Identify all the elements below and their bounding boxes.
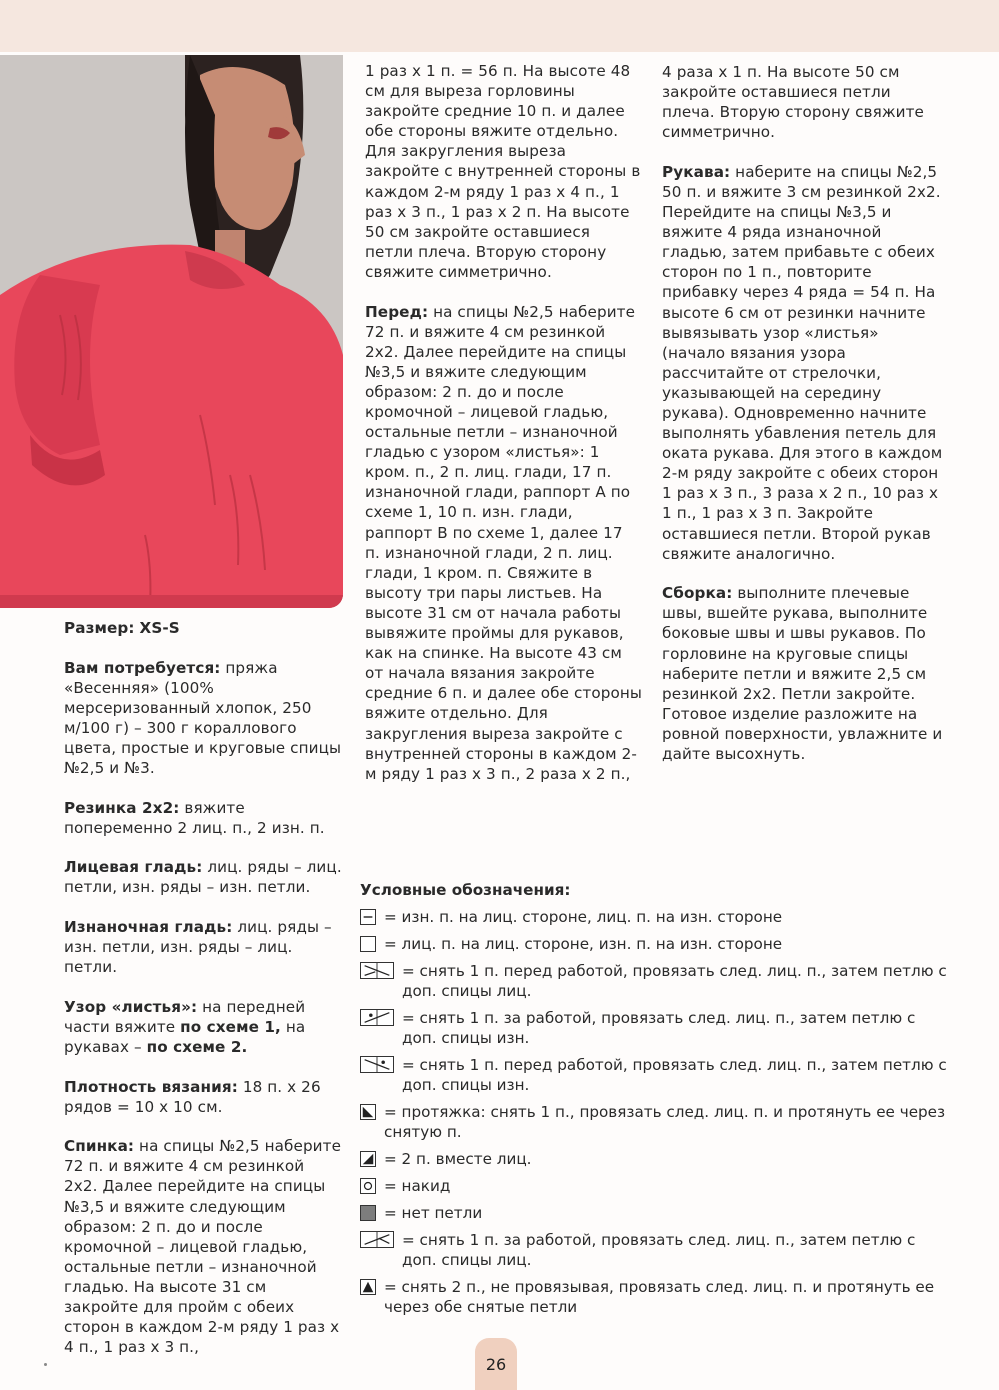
sleeves-label: Рукава: [662, 162, 731, 181]
leaf-pattern-scheme-2: по схеме 2. [146, 1038, 248, 1056]
legend-item [360, 1055, 950, 1095]
back-continued-text: 1 раз х 1 п. = 56 п. На высоте 48 см для выреза горловины закройте средние 10 п. и далее обе стороны вяжите отдельно. Для закругления выреза закройте с внутренней стороны в каждом 2-м ряду 1 раз х 4 п., 1 раз х 3 п., 1 раз х 2 п. На высоте 50 см закройте оставшиеся петли плеча. Вторую сторону свяжите симметрично. [365, 62, 641, 281]
leaf-pattern-label: Узор «листья»: [64, 997, 198, 1016]
stockinette-text: лиц. ряды – лиц. петли, изн. ряды – изн. петли. [64, 858, 342, 897]
legend-item [360, 1176, 950, 1196]
symbol-legend [360, 880, 950, 1324]
corner-dot [44, 1363, 47, 1366]
assembly-text: выполните плечевые швы, вшейте рукава, выполните боковые швы и швы рукавов. По горловине на круговые спицы наберите петли и вяжите 2,5 см резинкой 2х2. Петли закройте. Готовое изделие разложите на ровной поверхности, увлажните и дайте высохнуть. [662, 584, 943, 763]
front-label: Перед: [365, 302, 429, 321]
needs-text: пряжа «Весенняя» (100% мерсеризованный хлопок, 250 м/100 г) – 300 г кораллового цвета, простые и круговые спицы №2,5 и №3. [64, 658, 342, 778]
left-column [64, 618, 342, 1377]
yarn-over-symbol-icon [360, 1178, 376, 1194]
cross-back-knit-symbol-icon [360, 1231, 394, 1248]
front-text: на спицы №2,5 наберите 72 п. и вяжите 4 см резинкой 2х2. Далее перейдите на спицы №3,5 и вяжите следующим образом: 2 п. до и после кромочной – лицевой гладью, остальные петли – изнаночной гладью с узором «листья»: 1 кром. п., 2 п. лиц. глади, 17 п. изнаночной глади, раппорт А по схеме 1, 10 п. изн. глади, раппорт В по схеме 1, далее 17 п. изнаночной глади, 2 п. лиц. глади, 1 кром. п. Свяжите в высоту три пары листьев. На высоте 31 см от начала работы вывяжите проймы для рукавов, как на спинке. На высоте 43 см от начала вязания закройте средние 6 п. и далее обе стороны вяжите отдельно. Для закругления выреза закройте с внутренней стороны в каждом 2-м ряду 1 раз х 3 п., 2 раза х 2 п., [365, 302, 642, 783]
page-number: 26 [485, 1354, 507, 1374]
legend-text: = 2 п. вместе лиц. [384, 1150, 532, 1168]
legend-item [360, 1203, 950, 1223]
rib-text: вяжите попеременно 2 лиц. п., 2 изн. п. [64, 798, 325, 837]
legend-text: = нет петли [384, 1204, 483, 1222]
legend-item [360, 961, 950, 1001]
knit-blank-symbol-icon [360, 936, 376, 952]
legend-item [360, 907, 950, 927]
right-column [662, 62, 944, 784]
legend-item [360, 1008, 950, 1048]
middle-column [365, 61, 642, 803]
legend-text: = накид [384, 1177, 451, 1195]
legend-item [360, 934, 950, 954]
back-text: на спицы №2,5 наберите 72 п. и вяжите 4 см резинкой 2х2. Далее перейдите на спицы №3,5 и вяжите следующим образом: 2 п. до и после кромочной – лицевой гладью, остальные петли – изнаночной гладью. На высоте 31 см закройте для пройм с обеих сторон в каждом 2-м ряду 1 раз х 4 п., 1 раз х 3 п., [64, 1137, 342, 1357]
legend-text: = изн. п. на лиц. стороне, лиц. п. на изн. стороне [384, 908, 783, 926]
size-label: Размер: [64, 619, 135, 637]
reverse-stockinette-text: лиц. ряды – изн. петли, изн. ряды – лиц. петли. [64, 918, 332, 977]
leaf-pattern-scheme-1: по схеме 1, [180, 1017, 281, 1036]
leaf-pattern-text-2: на рукавах – [64, 1017, 306, 1056]
cross-back-purl-symbol-icon [360, 1009, 394, 1026]
cross-front-purl-symbol-icon [360, 1056, 394, 1073]
model-photo [0, 55, 343, 608]
legend-item [360, 1149, 950, 1169]
front-continued-text: 4 раза х 1 п. На высоте 50 см закройте оставшиеся петли плеча. Вторую сторону свяжите симметрично. [662, 63, 924, 142]
rib-label: Резинка 2х2: [64, 798, 180, 817]
gauge-label: Плотность вязания: [64, 1077, 238, 1096]
no-stitch-symbol-icon [360, 1205, 376, 1221]
assembly-label: Сборка: [662, 584, 733, 603]
leaf-pattern-text-1: на передней части вяжите [64, 997, 306, 1036]
legend-text: = снять 1 п. перед работой, провязать след. лиц. п., затем петлю с доп. спицы изн. [402, 1056, 947, 1094]
legend-text: = протяжка: снять 1 п., провязать след. лиц. п. и протянуть ее через снятую п. [384, 1103, 946, 1141]
top-band [0, 0, 999, 52]
k2tog-symbol-icon [360, 1151, 376, 1167]
legend-text: = лиц. п. на лиц. стороне, изн. п. на изн. стороне [384, 935, 783, 953]
stockinette-label: Лицевая гладь: [64, 858, 203, 877]
back-label: Спинка: [64, 1137, 135, 1156]
purl-dash-symbol-icon [360, 909, 376, 925]
slip-pass-over-symbol-icon [360, 1104, 376, 1120]
needs-label: Вам потребуется: [64, 658, 221, 677]
size-value: XS-S [139, 619, 180, 637]
legend-title: Условные обозначения: [360, 881, 571, 899]
legend-item [360, 1230, 950, 1270]
legend-item [360, 1277, 950, 1317]
legend-text: = снять 2 п., не провязывая, провязать след. лиц. п. и протянуть ее через обе снятые петли [384, 1278, 935, 1316]
reverse-stockinette-label: Изнаночная гладь: [64, 918, 233, 937]
double-decrease-symbol-icon [360, 1279, 376, 1295]
cross-front-knit-symbol-icon [360, 962, 394, 979]
page-number-tab [475, 1338, 517, 1390]
legend-text: = снять 1 п. перед работой, провязать след. лиц. п., затем петлю с доп. спицы лиц. [402, 962, 947, 1000]
sleeves-text: наберите на спицы №2,5 50 п. и вяжите 3 см резинкой 2х2. Перейдите на спицы №3,5 и вяжите 4 ряда изнаночной гладью, затем прибавьте с обеих сторон по 1 п., повторите прибавку через 4 ряда = 54 п. На высоте 6 см от резинки начните вывязывать узор «листья» (начало вязания узора рассчитайте от стрелочки, указывающей на середину рукава). Одновременно начните выполнять убавления петель для оката рукава. Для этого в каждом 2-м ряду закройте с обеих сторон 1 раз х 3 п., 3 раза х 2 п., 10 раз х 1 п., 1 раз х 3 п. Закройте оставшиеся петли. Второй рукав свяжите аналогично. [662, 162, 943, 563]
legend-text: = снять 1 п. за работой, провязать след. лиц. п., затем петлю с доп. спицы лиц. [402, 1231, 916, 1269]
legend-item [360, 1102, 950, 1142]
gauge-text: 18 п. х 26 рядов = 10 х 10 см. [64, 1077, 321, 1116]
legend-text: = снять 1 п. за работой, провязать след. лиц. п., затем петлю с доп. спицы изн. [402, 1009, 916, 1047]
